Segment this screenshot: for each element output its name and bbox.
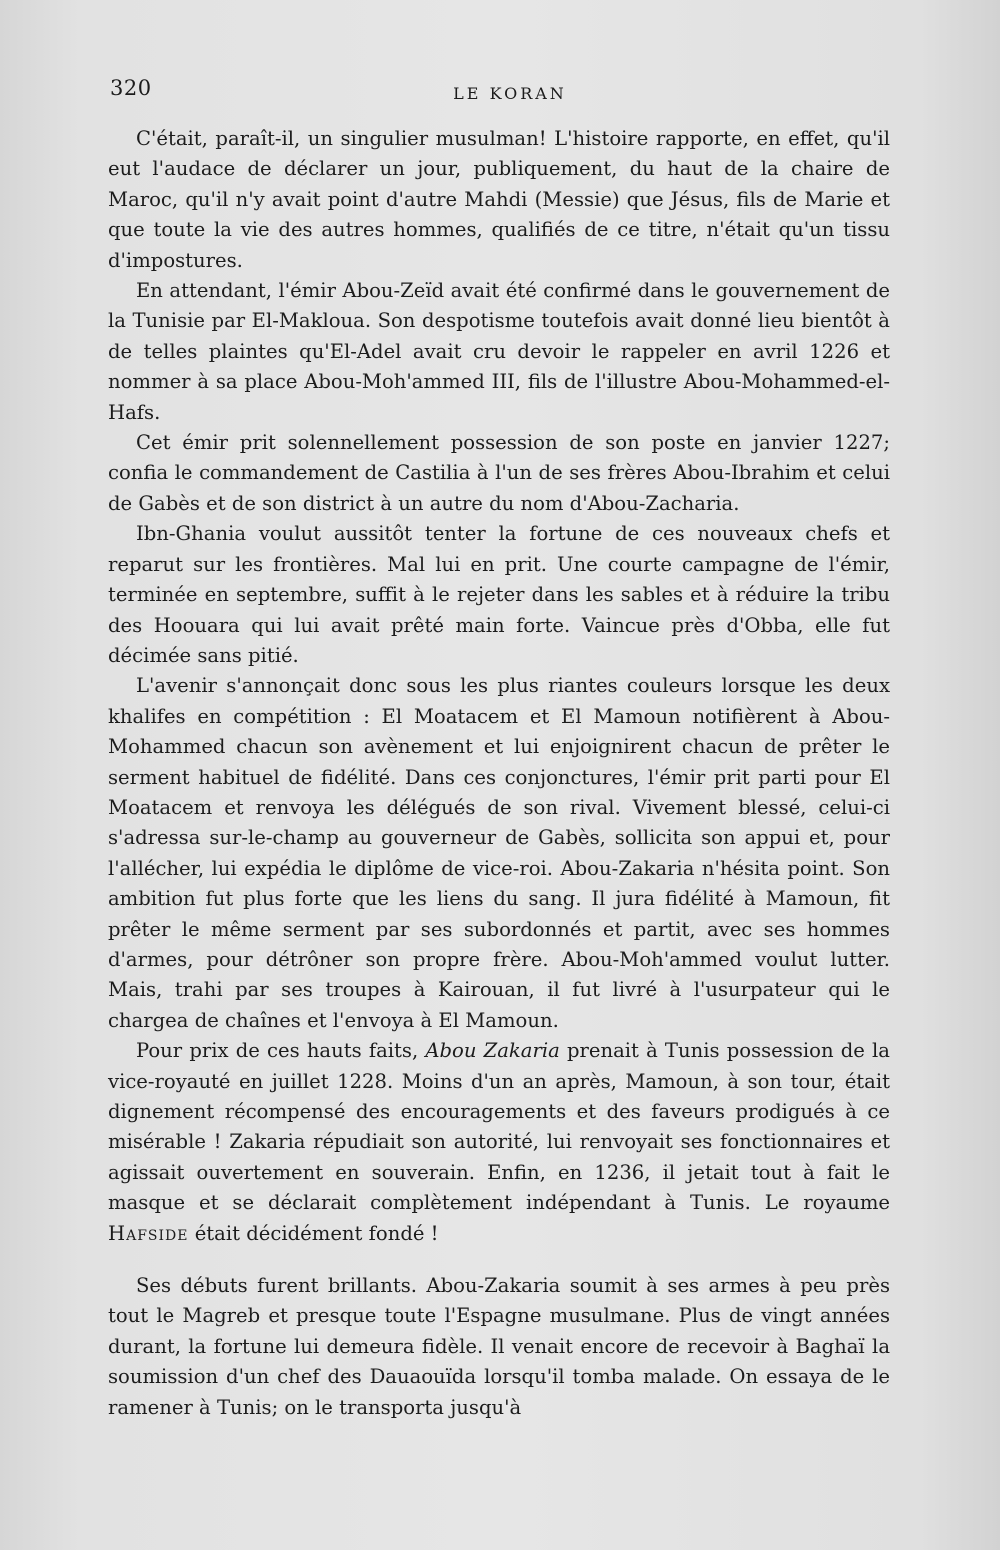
paragraph-1: C'était, paraît-il, un singulier musulman! L'histoire rapporte, en effet, qu'il eut l'audace de déclarer un jour, publiquement, du haut de la chaire de Maroc, qu'il n'y avait point d'autre Mahdi (Messie) que Jésus, fils de Marie et que toute la vie des autres hommes, qualifiés de ce titre, n'était qu'un tissu d'impostures. <box>108 127 890 272</box>
paragraph-6-italic-name: Abou Zakaria <box>425 1039 560 1063</box>
paragraph-6-middle: prenait à Tunis possession de la vice-royauté en juillet 1228. Moins d'un an après, Mamoun, à son tour, était dignement récompensé des encouragements et des faveurs prodigués à ce misérable ! Zakaria répudiait son autorité, lui renvoyait ses fonctionnaires et agissait ouvertement en souverain. Enfin, en 1236, il jetait tout à fait le masque et se déclarait complètement indépendant à Tunis. Le royaume <box>108 1039 890 1215</box>
running-title: LE KORAN <box>453 84 567 103</box>
paragraph-3: Cet émir prit solennellement possession de son poste en janvier 1227; confia le commandement de Castilia à l'un de ses frères Abou-Ibrahim et celui de Gabès et de son district à un autre du nom d'Abou-Zacharia. <box>108 431 890 515</box>
paragraph-2: En attendant, l'émir Abou-Zeïd avait été confirmé dans le gouvernement de la Tunisie par El-Makloua. Son despotisme toutefois avait donné lieu bientôt à de telles plaintes qu'El-Adel avait cru devoir le rappeler en avril 1226 et nommer à sa place Abou-Moh'ammed III, fils de l'illustre Abou-Mohammed-el-Hafs. <box>108 279 890 424</box>
page-number: 320 <box>110 76 152 100</box>
paragraph-6 <box>108 1036 890 1249</box>
page-body <box>108 124 890 1423</box>
paragraph-5: L'avenir s'annonçait donc sous les plus riantes couleurs lorsque les deux khalifes en compétition : El Moatacem et El Mamoun notifièrent à Abou-Mohammed chacun son avènement et lui enjoignirent chacun de prêter le serment habituel de fidélité. Dans ces conjonctures, l'émir prit parti pour El Moatacem et renvoya les délégués de son rival. Vivement blessé, celui-ci s'adressa sur-le-champ au gouverneur de Gabès, sollicita son appui et, pour l'allécher, lui expédia le diplôme de vice-roi. Abou-Zakaria n'hésita point. Son ambition fut plus forte que les liens du sang. Il jura fidélité à Mamoun, fit prêter le même serment par ses subordonnés et partit, avec ses hommes d'armes, pour détrôner son propre frère. Abou-Moh'ammed voulut lutter. Mais, trahi par ses troupes à Kairouan, il fut livré à l'usurpateur qui le chargea de chaînes et l'envoya à El Mamoun. <box>108 674 890 1032</box>
section-gap <box>108 1249 890 1271</box>
paragraph-4: Ibn-Ghania voulut aussitôt tenter la fortune de ces nouveaux chefs et reparut sur les frontières. Mal lui en prit. Une courte campagne de l'émir, terminée en septembre, suffit à le rejeter dans les sables et à réduire la tribu des Hoouara qui lui avait prêté main forte. Vaincue près d'Obba, elle fut décimée sans pitié. <box>108 522 890 667</box>
paragraph-6-before: Pour prix de ces hauts faits, <box>136 1039 426 1063</box>
page-header <box>0 70 1000 110</box>
paragraph-7: Ses débuts furent brillants. Abou-Zakaria soumit à ses armes à peu près tout le Magreb et presque toute l'Espagne musulmane. Plus de vingt années durant, la fortune lui demeura fidèle. Il venait encore de recevoir à Baghaï la soumission d'un chef des Dauaouïda lorsqu'il tomba malade. On essaya de le ramener à Tunis; on le transporta jusqu'à <box>108 1274 890 1419</box>
paragraph-6-after: était décidément fondé ! <box>188 1221 439 1245</box>
paragraph-6-smallcaps: Hafside <box>108 1221 189 1245</box>
